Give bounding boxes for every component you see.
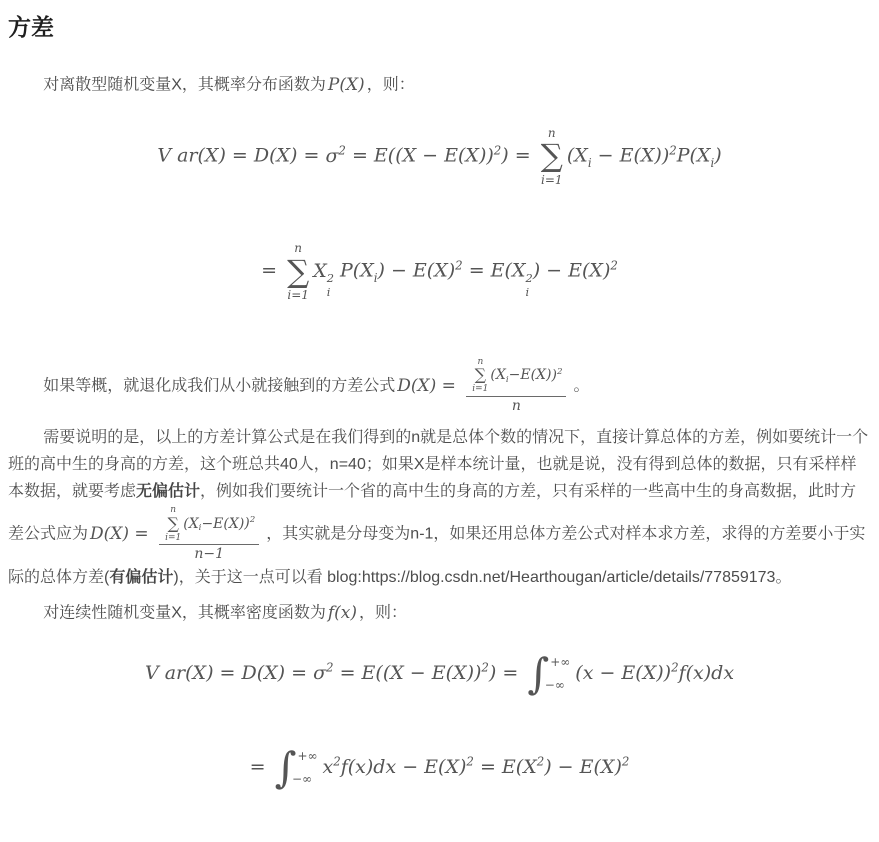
superscript: 2 <box>326 660 334 675</box>
article-variance <box>8 8 871 792</box>
sigma-symbol: ∑ <box>540 138 563 175</box>
text-run: V ar(X) = D(X) = <box>157 144 326 167</box>
fraction-denominator <box>194 545 224 564</box>
integral-upper-limit: +∞ <box>297 748 318 763</box>
script-base: σ <box>313 662 327 685</box>
script-base: ) <box>486 144 494 167</box>
text-run: ，则： <box>366 76 415 94</box>
sigma-symbol: ∑ <box>167 513 179 533</box>
text-run: 对离散型随机变量X，其概率分布函数为 <box>43 76 326 94</box>
text-run: f(x)dx − E(X <box>340 755 459 778</box>
math-scripted <box>551 367 562 385</box>
sum-lower-limit: i=1 <box>472 384 489 395</box>
subscript: i <box>525 285 530 300</box>
subscript: i <box>505 374 509 385</box>
integral-lower-limit: −∞ <box>291 771 313 786</box>
text-run: P(X <box>676 144 711 167</box>
script-base: σ <box>325 144 339 167</box>
superscript: 2 <box>333 754 341 769</box>
superscript: 2 <box>556 366 563 377</box>
text-run: D(X) = <box>90 524 155 545</box>
superscript: 2 <box>610 258 618 273</box>
sub-sup-stack <box>327 271 334 300</box>
integral-symbol: ∫ <box>527 649 550 699</box>
text-run: ) − E(X <box>544 755 615 778</box>
sub-sup-stack <box>525 271 532 300</box>
sum-lower-limit: i=1 <box>541 172 563 187</box>
integral-operator <box>274 742 318 792</box>
superscript: 2 <box>455 258 463 273</box>
text-run: ，则： <box>359 604 408 622</box>
text-run: ) <box>714 144 722 167</box>
text-run: n−1 <box>194 546 225 563</box>
math-scripted <box>448 260 463 282</box>
superscript: 2 <box>525 271 533 286</box>
text-run: ) = <box>501 144 537 167</box>
text-run: = <box>249 755 272 778</box>
text-run: ，例如我们要统计一个省的高中生的身高的方差，只有采样的一些高中生的身高数据，此时方差公式应为 <box>8 482 857 543</box>
fraction-denominator <box>512 397 521 416</box>
para-unbiased-note <box>8 424 871 592</box>
para-discrete-intro <box>8 71 871 100</box>
superscript: 2 <box>338 143 346 158</box>
math-scripted <box>325 145 345 167</box>
sum-operator <box>472 357 488 395</box>
text-run: V ar(X) = D(X) = <box>144 662 314 685</box>
integral-symbol: ∫ <box>274 742 297 792</box>
script-base: ) <box>614 755 622 778</box>
subscript: i <box>587 155 592 170</box>
text-run: = E((X − E(X) <box>345 144 487 167</box>
fraction-numerator <box>159 505 259 545</box>
inline-math <box>90 505 264 564</box>
script-base: ) <box>663 662 672 685</box>
superscript: 2 <box>466 754 474 769</box>
inline-math <box>328 71 365 100</box>
text-run: f(x)dx <box>678 662 735 685</box>
math-scripted <box>244 515 255 533</box>
math-scripted <box>537 756 545 778</box>
script-base: ) <box>602 259 611 282</box>
text-run: −E(X) <box>201 515 245 532</box>
sum-lower-limit: i=1 <box>165 532 182 543</box>
math-scripted <box>459 756 474 778</box>
integral-lower-limit: −∞ <box>544 677 565 692</box>
text-run: (X <box>490 367 506 384</box>
text-run: = E(X <box>462 259 526 282</box>
superscript: 2 <box>669 143 677 158</box>
math-scripted <box>486 145 501 167</box>
text-run: ) = <box>488 662 525 685</box>
text-run: 。 <box>573 377 590 395</box>
formula-variance-continuous <box>8 649 871 699</box>
superscript: 2 <box>493 143 502 158</box>
script-base: ) <box>474 662 482 685</box>
superscript: 2 <box>671 660 679 675</box>
formula-variance-discrete <box>8 126 871 187</box>
text-run: −E(X) <box>508 367 552 384</box>
bold-term: 无偏估计 <box>136 482 201 500</box>
sum-upper-limit: n <box>477 356 484 367</box>
text-run: (X <box>183 515 199 532</box>
text-run: (X <box>566 144 588 167</box>
fraction <box>466 357 566 416</box>
text-run: ) − E(X <box>377 259 448 282</box>
page-title: 方差 <box>8 14 54 40</box>
superscript: 2 <box>621 754 630 769</box>
blog-url: blog:https://blog.csdn.net/Hearthougan/article/details/77859173。 <box>327 568 792 586</box>
bold-term: 有偏估计 <box>109 568 174 586</box>
math-scripted <box>662 145 677 167</box>
script-base: ) <box>661 144 670 167</box>
sum-upper-limit: n <box>547 125 556 140</box>
fraction <box>159 505 259 564</box>
script-base: x <box>322 755 334 778</box>
sum-operator <box>165 505 181 543</box>
text-run: P(X <box>333 259 374 282</box>
sigma-symbol: ∑ <box>287 253 310 290</box>
subscript: i <box>373 270 378 285</box>
subscript: i <box>198 523 202 534</box>
integral-limits <box>291 748 318 788</box>
sum-upper-limit: n <box>294 241 302 256</box>
text-run: D(X) = <box>397 375 462 396</box>
superscript: 2 <box>249 515 256 526</box>
inline-math <box>328 599 357 628</box>
math-scripted <box>323 756 341 778</box>
formula-variance-discrete-expanded <box>8 241 871 302</box>
math-scripted <box>614 756 629 778</box>
superscript: 2 <box>326 271 334 286</box>
formula-variance-continuous-expanded <box>8 742 871 792</box>
text-run: − E(X) <box>591 144 662 167</box>
text-run: 需要说明的是，以上的方差计算公式是在我们得到的n就是总体个数的情况下，直接计算总体的方差，例如要统计一个班的高中生的身高的方差，这个班总共40人，n=40；如果X是样本统计量，也就是说，没有得到总体的数据，只有采样样本数据，就要考虑 <box>8 428 869 500</box>
text-run: 对连续性随机变量X，其概率密度函数为 <box>43 604 326 622</box>
script-base: ) <box>244 515 250 532</box>
sum-lower-limit: i=1 <box>287 288 309 303</box>
text-run: n <box>511 398 521 415</box>
math-scripted <box>313 662 333 684</box>
fraction-numerator <box>466 357 566 397</box>
math-scripted <box>474 662 489 684</box>
math-scripted <box>525 260 533 300</box>
text-run: 如果等概，就退化成我们从小就接触到的方差公式 <box>43 377 396 395</box>
text-run: = <box>261 259 284 282</box>
subscript: i <box>710 155 715 170</box>
text-run: (x − E(X) <box>575 662 664 685</box>
subscript: i <box>326 285 331 300</box>
sum-upper-limit: n <box>170 505 177 516</box>
script-base: ) <box>459 755 467 778</box>
text-run: P(X) <box>327 75 365 96</box>
text-run: f(x) <box>327 603 358 624</box>
integral-upper-limit: +∞ <box>550 655 571 670</box>
text-run: = E((X − E(X) <box>333 662 474 685</box>
integral-limits <box>544 654 571 694</box>
para-continuous-intro <box>8 599 871 628</box>
text-run: )，关于这一点可以看 <box>173 568 328 586</box>
para-equal-probability <box>8 357 871 416</box>
text-run: ) − E(X <box>532 259 603 282</box>
sum-operator <box>287 241 309 302</box>
integral-operator <box>527 649 571 699</box>
inline-math <box>397 357 571 416</box>
math-scripted <box>603 260 618 282</box>
math-scripted <box>664 662 679 684</box>
superscript: 2 <box>481 660 489 675</box>
text-run: = E(X <box>473 755 537 778</box>
text-run: ，其实就是分母变为n-1，如果还用总体方差公式对样本求方差，求得的方差要小于实际的总体方差( <box>8 525 866 586</box>
sum-operator <box>541 126 563 187</box>
math-scripted <box>313 259 334 300</box>
script-base: X <box>313 259 327 282</box>
superscript: 2 <box>536 754 545 769</box>
script-base: ) <box>447 259 456 282</box>
sigma-symbol: ∑ <box>474 365 487 385</box>
script-base: ) <box>551 367 557 384</box>
